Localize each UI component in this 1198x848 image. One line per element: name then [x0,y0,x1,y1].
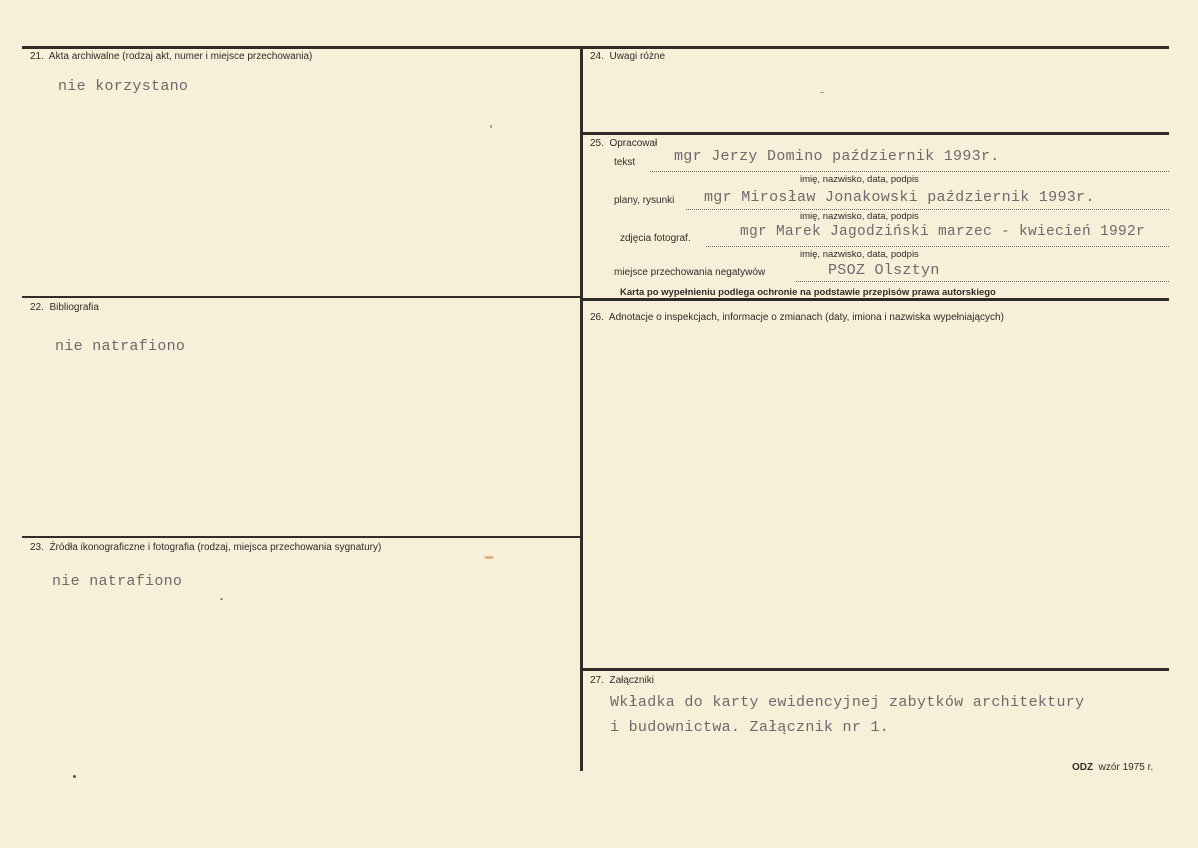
section-25-heading [590,138,657,149]
section-26-number: 26. [590,312,604,323]
section-24-heading [590,51,665,62]
section-27-value-line1: Wkładka do karty ewidencyjnej zabytków architektury [610,694,1085,711]
section-26-label: Adnotacje o inspekcjach, informacje o zmianach (daty, imiona i nazwiska wypełniających) [608,312,1004,323]
negatywy-line [796,281,1169,282]
form-id-rest: wzór 1975 r. [1098,762,1154,773]
paper-speck [490,125,492,128]
section-27-number: 27. [590,675,604,686]
divider-22-23 [22,536,582,538]
plany-hint: imię, nazwisko, data, podpis [800,211,919,222]
negatywy-label: miejsce przechowania negatywów [614,267,766,278]
section-24-label: Uwagi różne [609,51,666,62]
section-21-label: Akta archiwalne (rodzaj akt, numer i miejsce przechowania) [48,51,313,62]
tekst-hint: imię, nazwisko, data, podpis [800,174,919,185]
top-rule [22,46,1169,49]
divider-26-27 [580,668,1169,671]
section-21-value: nie korzystano [58,78,189,95]
copyright-note: Karta po wypełnieniu podlega ochronie na podstawie przepisów prawa autorskiego [620,287,996,298]
zdjecia-line [706,246,1169,247]
section-21-number: 21. [30,51,44,62]
divider-25-26 [580,298,1169,301]
divider-24-25 [580,132,1169,135]
tekst-value: mgr Jerzy Domino październik 1993r. [674,148,1000,165]
section-22-value: nie natrafiono [55,338,186,355]
section-23-heading [30,542,381,553]
section-27-heading [590,675,654,686]
section-22-label: Bibliografia [49,302,99,313]
section-23-label: Źródła ikonograficzne i fotografia (rodzaj, miejsca przechowania sygnatury) [49,542,382,553]
paper-speck [820,92,824,93]
section-22-heading [30,302,99,313]
divider-21-22 [22,296,582,298]
section-25-number: 25. [590,138,604,149]
tekst-label: tekst [614,157,636,168]
plany-value: mgr Mirosław Jonakowski październik 1993r. [704,189,1095,206]
tekst-line [650,171,1169,172]
form-id-bold: ODZ [1072,762,1094,773]
form-id [1072,762,1153,773]
plany-label: plany, rysunki [614,195,675,206]
paper-speck [220,598,223,600]
paper-speck [484,556,494,559]
section-27-label: Załączniki [609,675,654,686]
zdjecia-label: zdjęcia fotograf. [620,233,691,244]
zdjecia-hint: imię, nazwisko, data, podpis [800,249,919,260]
section-27-value-line2: i budownictwa. Załącznik nr 1. [610,719,890,736]
center-divider [580,46,583,771]
section-21-heading [30,51,312,62]
section-25-label: Opracował [609,138,658,149]
section-23-value: nie natrafiono [52,573,183,590]
zdjecia-value: mgr Marek Jagodziński marzec - kwiecień 1992r [740,224,1146,240]
negatywy-value: PSOZ Olsztyn [828,262,940,279]
plany-line [686,209,1169,210]
section-24-number: 24. [590,51,604,62]
section-22-number: 22. [30,302,44,313]
section-23-number: 23. [30,542,44,553]
section-26-heading [590,312,1004,323]
paper-speck [73,775,76,778]
